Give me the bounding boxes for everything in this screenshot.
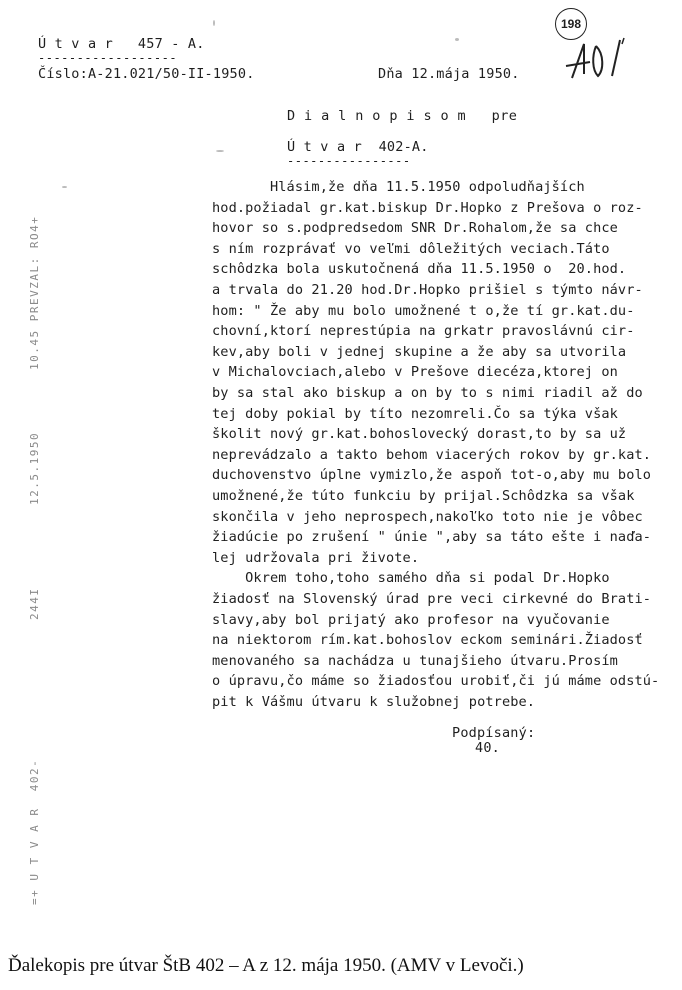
body-line: hod.požiadal gr.kat.biskup Dr.Hopko z Prešova o roz- (212, 200, 643, 216)
recipient-underline: ---------------- (287, 154, 411, 168)
body-line: Hlásim,že dňa 11.5.1950 odpoludňajších (212, 179, 585, 195)
body-line: žiadosť na Slovenský úrad pre veci cirkevné do Brati- (212, 591, 652, 607)
ink-speck (62, 186, 67, 188)
document-number: Číslo:A-21.021/50-II-1950. (38, 66, 255, 82)
margin-receipt-mark: 10.45 PREVZAL: RO4+ (28, 215, 41, 370)
body-line: hom: " Že aby mu bolo umožnené t o,že tí gr.kat.du- (212, 303, 635, 319)
body-line: slavy,aby bol prijatý ako profesor na vyučovanie (212, 612, 610, 628)
signature-number: 40. (475, 740, 500, 756)
body-line: by sa stal ako biskup a on by to s nimi riadil až do (212, 385, 643, 401)
body-line: hovor so s.podpredsedom SNR Dr.Rohalom,že sa chce (212, 220, 618, 236)
signature-label: Podpísaný: (452, 725, 536, 741)
margin-unit-mark: =+ U T V A R 402- (28, 758, 41, 905)
body-line: lej udržovala pri živote. (212, 550, 420, 566)
unit-header: Ú t v a r 457 - A. (38, 36, 205, 52)
body-line: s ním rozprávať vo veľmi dôležitých veciach.Táto (212, 241, 610, 257)
body-line: v Michalovciach,alebo v Prešove diecéza,ktorej on (212, 364, 618, 380)
body-line: menovaného sa nachádza u tunajšieho útvaru.Prosím (212, 653, 618, 669)
body-line: na niektorom rím.kat.bohoslov eckom seminári.Žiadosť (212, 632, 643, 648)
recipient-unit: Ú t v a r 402-A. (287, 139, 429, 155)
document-date: Dňa 12.mája 1950. (378, 66, 520, 82)
image-caption: Ďalekopis pre útvar ŠtB 402 – A z 12. mája 1950. (AMV v Levoči.) (8, 955, 524, 976)
body-line: duchovenstvo úplne vymizlo,že aspoň tot-o,aby mu bolo (212, 467, 652, 483)
handwritten-page-number (562, 36, 632, 86)
ink-speck (455, 38, 459, 41)
ink-speck (216, 150, 224, 152)
body-line: a trvala do 21.20 hod.Dr.Hopko prišiel s týmto návr- (212, 282, 643, 298)
body-line: umožnené,že túto funkciu by prijal.Schôdzka sa však (212, 488, 635, 504)
body-line: chovní,ktorí neprestúpia na grkatr pravoslávnú cir- (212, 323, 635, 339)
body-line: neprevádzalo a takto behom viacerých rokov by gr.kat. (212, 447, 652, 463)
margin-code-mark: 244I (28, 587, 41, 620)
ink-speck (213, 20, 215, 26)
body-line: Okrem toho,toho samého dňa si podal Dr.Hopko (212, 570, 610, 586)
page-number-stamp: 198 (555, 8, 587, 40)
body-line: školit nový gr.kat.bohoslovecký dorast,to by sa už (212, 426, 627, 442)
body-line: o úpravu,čo máme so žiadosťou urobiť,či jú máme odstú- (212, 673, 660, 689)
body-line: schôdzka bola uskutočnená dňa 11.5.1950 o 20.hod. (212, 261, 627, 277)
body-line: kev,aby boli v jednej skupine a že aby sa utvorila (212, 344, 627, 360)
body-line: skončila v jeho neprospech,nakoľko toto nie je vôbec (212, 509, 643, 525)
teletype-title: D i a l n o p i s o m pre (287, 108, 518, 124)
unit-underline: ------------------ (38, 51, 178, 65)
margin-date-mark: 12.5.1950 (28, 431, 41, 505)
body-line: žiadúcie po zrušení " únie ",aby sa táto ešte i naďa- (212, 529, 652, 545)
body-line: pit k Vášmu útvaru k služobnej potrebe. (212, 694, 536, 710)
body-line: tej doby pokial by títo nezomreli.Čo sa týka však (212, 406, 618, 422)
